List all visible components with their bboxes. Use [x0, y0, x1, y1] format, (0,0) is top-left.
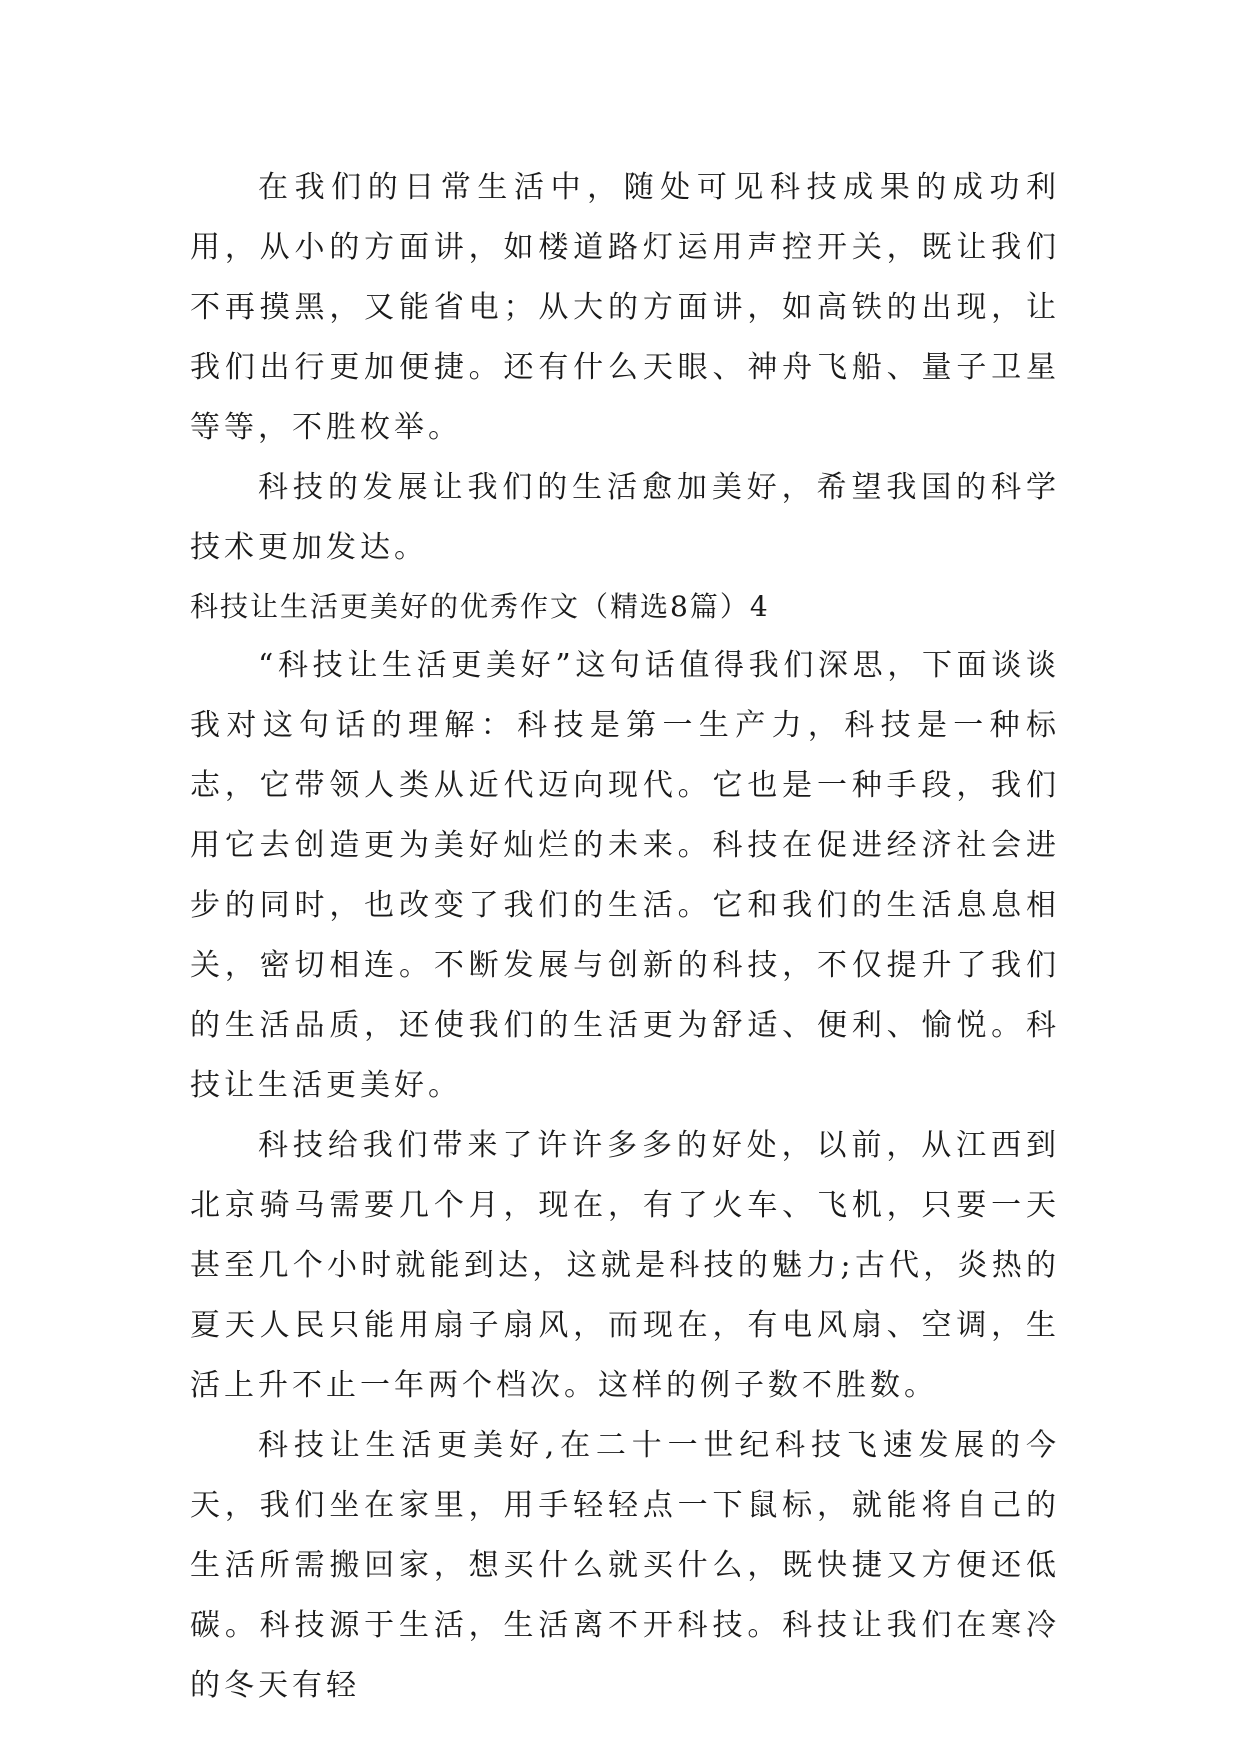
document-body: [190, 158, 1060, 1716]
paragraph-1: 在我们的日常生活中，随处可见科技成果的成功利用，从小的方面讲，如楼道路灯运用声控开关，既让我们不再摸黑，又能省电；从大的方面讲，如高铁的出现，让我们出行更加便捷。还有什么天眼、神舟飞船、量子卫星等等，不胜枚举。: [190, 170, 1060, 445]
section-heading: 科技让生活更美好的优秀作文（精选8篇）4: [190, 590, 770, 623]
paragraph-3: “科技让生活更美好”这句话值得我们深思，下面谈谈我对这句话的理解：科技是第一生产力，科技是一种标志，它带领人类从近代迈向现代。它也是一种手段，我们用它去创造更为美好灿烂的未来。科技在促进经济社会进步的同时，也改变了我们的生活。它和我们的生活息息相关，密切相连。不断发展与创新的科技，不仅提升了我们的生活品质，还使我们的生活更为舒适、便利、愉悦。科技让生活更美好。: [190, 648, 1060, 1103]
paragraph-2: 科技的发展让我们的生活愈加美好，希望我国的科学技术更加发达。: [190, 470, 1060, 565]
paragraph-4: 科技给我们带来了许许多多的好处，以前，从江西到北京骑马需要几个月，现在，有了火车、飞机，只要一天甚至几个小时就能到达，这就是科技的魅力;古代，炎热的夏天人民只能用扇子扇风，而现在，有电风扇、空调，生活上升不止一年两个档次。这样的例子数不胜数。: [190, 1128, 1060, 1403]
paragraph-5: 科技让生活更美好,在二十一世纪科技飞速发展的今天，我们坐在家里，用手轻轻点一下鼠标，就能将自己的生活所需搬回家，想买什么就买什么，既快捷又方便还低碳。科技源于生活，生活离不开科技。科技让我们在寒冷的冬天有轻: [190, 1428, 1060, 1703]
